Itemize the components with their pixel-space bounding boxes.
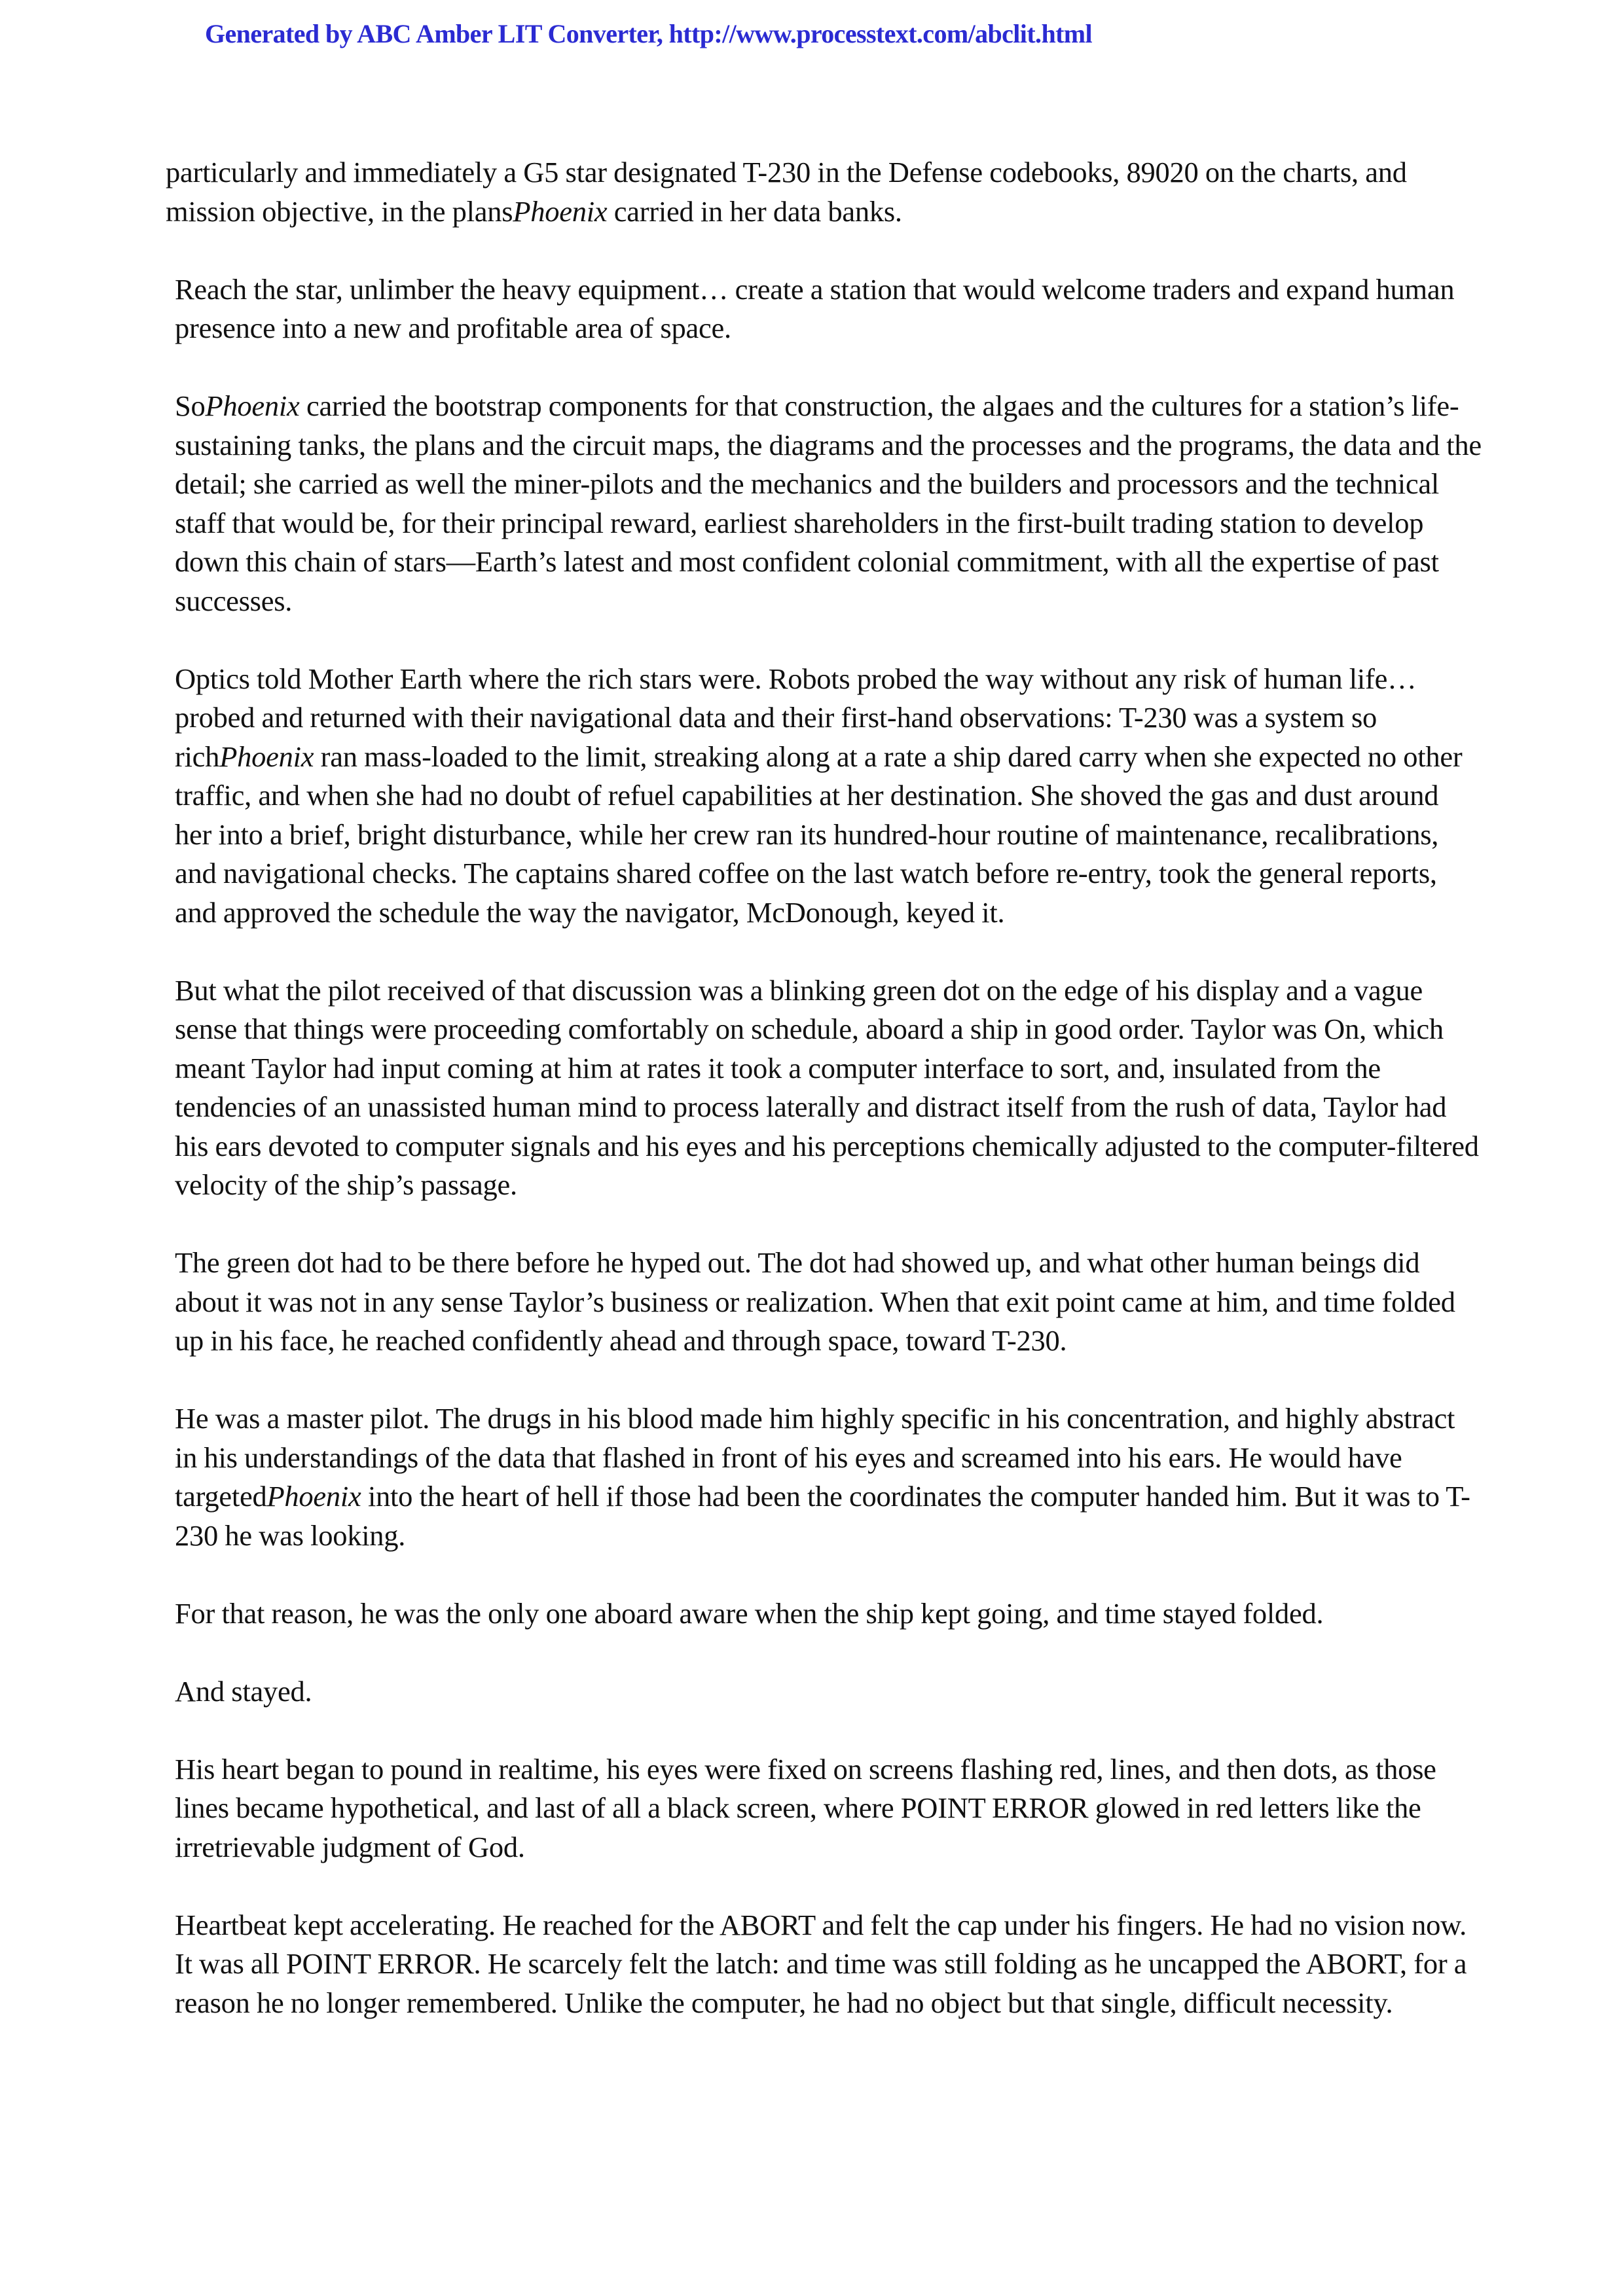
paragraph	[166, 1750, 1482, 1867]
text-run: into the heart of hell if those had been the coordinates the computer handed him. But it was to T-230 he was looking.	[175, 1480, 1470, 1552]
converter-header: Generated by ABC Amber LIT Converter, http://www.processtext.com/abclit.html	[205, 19, 1093, 48]
text-run: ran mass-loaded to the limit, streaking along at a rate a ship dared carry when she expected no other traffic, and when she had no doubt of refuel capabilities at her destination. She shoved the gas and dust around her into a brief, bright disturbance, while her crew ran its hundred-hour routine of maintenance, recalibrations, and navigational checks. The captains shared coffee on the last watch before re-entry, took the general reports, and approved the schedule the way the navigator, McDonough, keyed it.	[175, 740, 1463, 929]
paragraph	[166, 153, 1482, 231]
paragraph	[166, 1594, 1482, 1634]
text-run: Optics told Mother Earth where the rich stars were. Robots probed the way without any risk of human life… probed and returned with their navigational data and their first-hand observations: T-230 was a system so rich	[175, 662, 1417, 773]
text-run: Reach the star, unlimber the heavy equipment… create a station that would welcome traders and expand human presence into a new and profitable area of space.	[175, 272, 1455, 344]
italic-ship-name: Phoenix	[513, 194, 608, 228]
text-run: But what the pilot received of that discussion was a blinking green dot on the edge of his display and a vague sense that things were proceeding comfortably on schedule, aboard a ship in good order. Taylor was On, which meant Taylor had input coming at him at rates it took a computer interface to sort, and, insulated from the tendencies of an unassisted human mind to process laterally and distract itself from the rush of data, Taylor had his ears devoted to computer signals and his eyes and his perceptions chemically adjusted to the computer-filtered velocity of the ship’s passage.	[175, 973, 1479, 1201]
paragraph	[166, 270, 1482, 348]
text-run: The green dot had to be there before he hyped out. The dot had showed up, and what other human beings did about it was not in any sense Taylor’s business or realization. When that exit point came at him, and time folded up in his face, he reached confidently ahead and through space, toward T-230.	[175, 1246, 1455, 1357]
paragraph	[166, 1399, 1482, 1555]
text-run: particularly and immediately a G5 star designated T-230 in the Defense codebooks, 89020 on the charts, and mission objective, in the plans	[166, 156, 1407, 228]
paragraph	[166, 387, 1482, 620]
text-run: And stayed.	[175, 1674, 312, 1708]
text-run: carried the bootstrap components for that construction, the algaes and the cultures for a station’s life-sustaining tanks, the plans and the circuit maps, the diagrams and the processes and the programs, the data and the detail; she carried as well the miner-pilots and the mechanics and the builders and processors and the technical staff that would be, for their principal reward, earliest shareholders in the first-built trading station to develop down this chain of stars—Earth’s latest and most confident colonial commitment, with all the expertise of past successes.	[175, 389, 1482, 617]
paragraph	[166, 1244, 1482, 1361]
paragraph	[166, 1672, 1482, 1712]
paragraph	[166, 1906, 1482, 2023]
italic-ship-name: Phoenix	[205, 389, 300, 422]
paragraph	[166, 971, 1482, 1205]
italic-ship-name: Phoenix	[219, 740, 314, 773]
document-body	[166, 153, 1482, 2062]
text-run: He was a master pilot. The drugs in his blood made him highly specific in his concentration, and highly abstract in his understandings of the data that flashed in front of his eyes and screamed into his ears. He would have targeted	[175, 1402, 1455, 1513]
text-run: carried in her data banks.	[607, 194, 902, 228]
text-run: Heartbeat kept accelerating. He reached for the ABORT and felt the cap under his fingers. He had no vision now. It was all POINT ERROR. He scarcely felt the latch: and time was still folding as he uncapped the ABORT, for a reason he no longer remembered. Unlike the computer, he had no object but that single, difficult necessity.	[175, 1908, 1467, 2019]
text-run: So	[175, 389, 206, 422]
text-run: His heart began to pound in realtime, his eyes were fixed on screens flashing red, lines, and then dots, as those lines became hypothetical, and last of all a black screen, where POINT ERROR glowed in red letters like the irretrievable judgment of God.	[175, 1752, 1436, 1863]
italic-ship-name: Phoenix	[266, 1480, 361, 1513]
text-run: For that reason, he was the only one aboard aware when the ship kept going, and time stayed folded.	[175, 1596, 1324, 1630]
paragraph	[166, 660, 1482, 933]
